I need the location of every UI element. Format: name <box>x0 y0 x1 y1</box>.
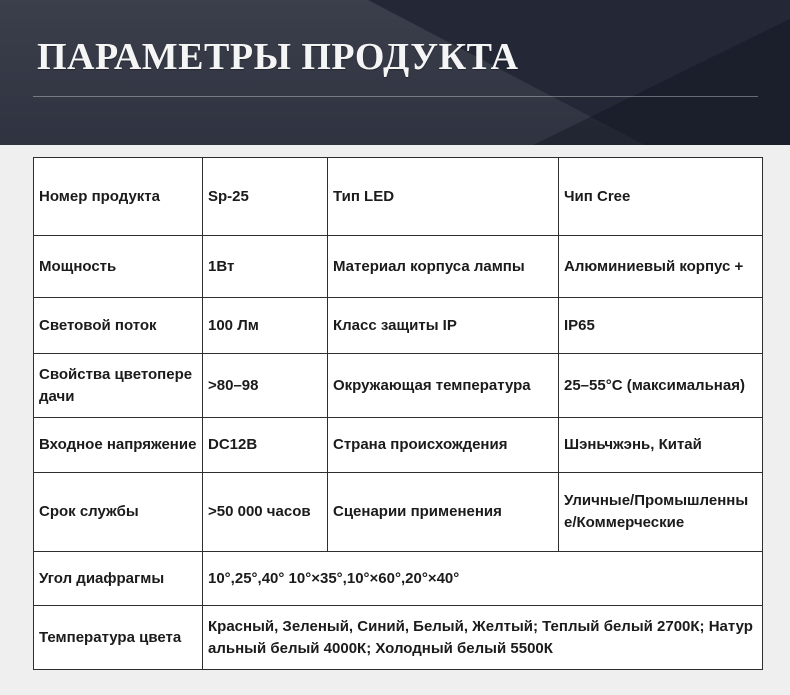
param-value-cell: Шэньчжэнь, Китай <box>559 418 763 473</box>
param-value-cell: 1Вт <box>203 236 328 298</box>
param-label-cell: Тип LED <box>328 158 559 236</box>
param-label-cell: Угол диафрагмы <box>34 552 203 606</box>
param-value-cell: Красный, Зеленый, Синий, Белый, Желтый; Теплый белый 2700К; Натуральный белый 4000К; Холодный белый 5500К <box>203 606 763 670</box>
table-row <box>34 158 763 236</box>
param-label-cell: Свойства цветопередачи <box>34 354 203 418</box>
param-value-cell: Чип Cree <box>559 158 763 236</box>
param-value-cell: >80–98 <box>203 354 328 418</box>
param-label-cell: Срок службы <box>34 473 203 552</box>
param-label-cell: Входное напряжение <box>34 418 203 473</box>
param-label-cell: Страна происхождения <box>328 418 559 473</box>
page-title: ПАРАМЕТРЫ ПРОДУКТА <box>37 36 519 78</box>
param-label-cell: Номер продукта <box>34 158 203 236</box>
param-value-cell: IP65 <box>559 298 763 354</box>
param-value-cell: Уличные/Промышленные/Коммерческие <box>559 473 763 552</box>
param-label-cell: Световой поток <box>34 298 203 354</box>
table-row <box>34 236 763 298</box>
param-value-cell: 25–55°C (максимальная) <box>559 354 763 418</box>
param-value-cell: DC12B <box>203 418 328 473</box>
param-value-cell: Sp-25 <box>203 158 328 236</box>
param-label-cell: Материал корпуса лампы <box>328 236 559 298</box>
table-row <box>34 298 763 354</box>
param-label-cell: Класс защиты IP <box>328 298 559 354</box>
param-value-cell: 100 Лм <box>203 298 328 354</box>
table-row <box>34 473 763 552</box>
page-header <box>0 0 790 145</box>
table-row <box>34 552 763 606</box>
header-divider <box>33 96 758 97</box>
param-label-cell: Окружающая температура <box>328 354 559 418</box>
param-value-cell: 10°,25°,40° 10°×35°,10°×60°,20°×40° <box>203 552 763 606</box>
param-label-cell: Сценарии применения <box>328 473 559 552</box>
product-parameters-table <box>33 157 763 670</box>
param-value-cell: Алюминиевый корпус + <box>559 236 763 298</box>
param-label-cell: Температура цвета <box>34 606 203 670</box>
param-value-cell: >50 000 часов <box>203 473 328 552</box>
table-row <box>34 606 763 670</box>
table-row <box>34 418 763 473</box>
param-label-cell: Мощность <box>34 236 203 298</box>
table-row <box>34 354 763 418</box>
